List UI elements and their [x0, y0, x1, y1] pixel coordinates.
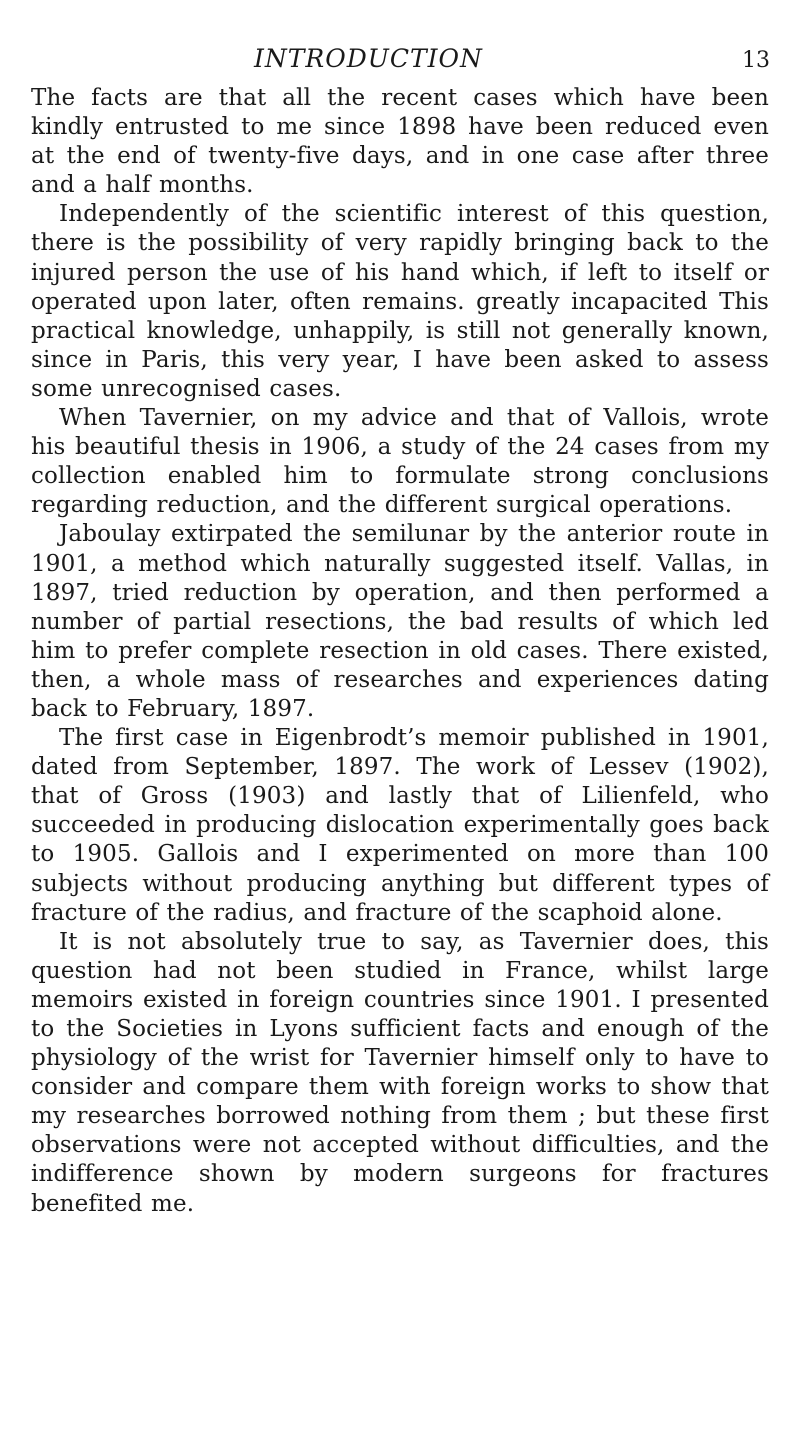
paragraph-3: When Tavernier, on my advice and that of Vallois, wrote his beautiful thesis in 1906, a study of the 24 cases from my collection enabled him to formulate strong conclusions regarding reduction, and the different surgical operations. [31, 405, 769, 519]
page-number: 13 [742, 48, 770, 73]
paragraph-5: The first case in Eigenbrodt’s memoir published in 1901, dated from September, 1897. The work of Lessev (1902), that of Gross (1903) and lastly that of Lilienfeld, who succeeded in producing dislocation experimentally goes back to 1905. Gallois and I experimented on more than 100 subjects without producing anything but different types of fracture of the radius, and fracture of the scaphoid alone. [31, 725, 769, 926]
paragraph-2: Independently of the scientific interest of this question, there is the possibility of very rapidly bringing back to the injured person the use of his hand which, if left to itself or operated upon later, often remains. greatly incapacited This practical knowledge, unhappily, is still not generally known, since in Paris, this very year, I have been asked to assess some unrecognised cases. [31, 201, 769, 402]
running-header [0, 42, 800, 74]
body-text [31, 84, 769, 1219]
paragraph-6: It is not absolutely true to say, as Tavernier does, this question had not been studied in France, whilst large memoirs existed in foreign countries since 1901. I presented to the Societies in Lyons sufficient facts and enough of the physiology of the wrist for Tavernier himself only to have to consider and compare them with foreign works to show that my researches borrowed nothing from them ; but these first observations were not accepted without difficulties, and the indifference shown by modern surgeons for fractures benefited me. [31, 928, 769, 1217]
chapter-title: INTRODUCTION [254, 44, 483, 73]
paragraph-4: Jaboulay extirpated the semilunar by the anterior route in 1901, a method which naturally suggested itself. Vallas, in 1897, tried reduction by operation, and then performed a number of partial resections, the bad results of which led him to prefer complete resection in old cases. There existed, then, a whole mass of researches and experiences dating back to February, 1897. [31, 521, 769, 722]
paragraph-1: The facts are that all the recent cases which have been kindly entrusted to me since 1898 have been reduced even at the end of twenty-five days, and in one case after three and a half months. [31, 85, 769, 199]
